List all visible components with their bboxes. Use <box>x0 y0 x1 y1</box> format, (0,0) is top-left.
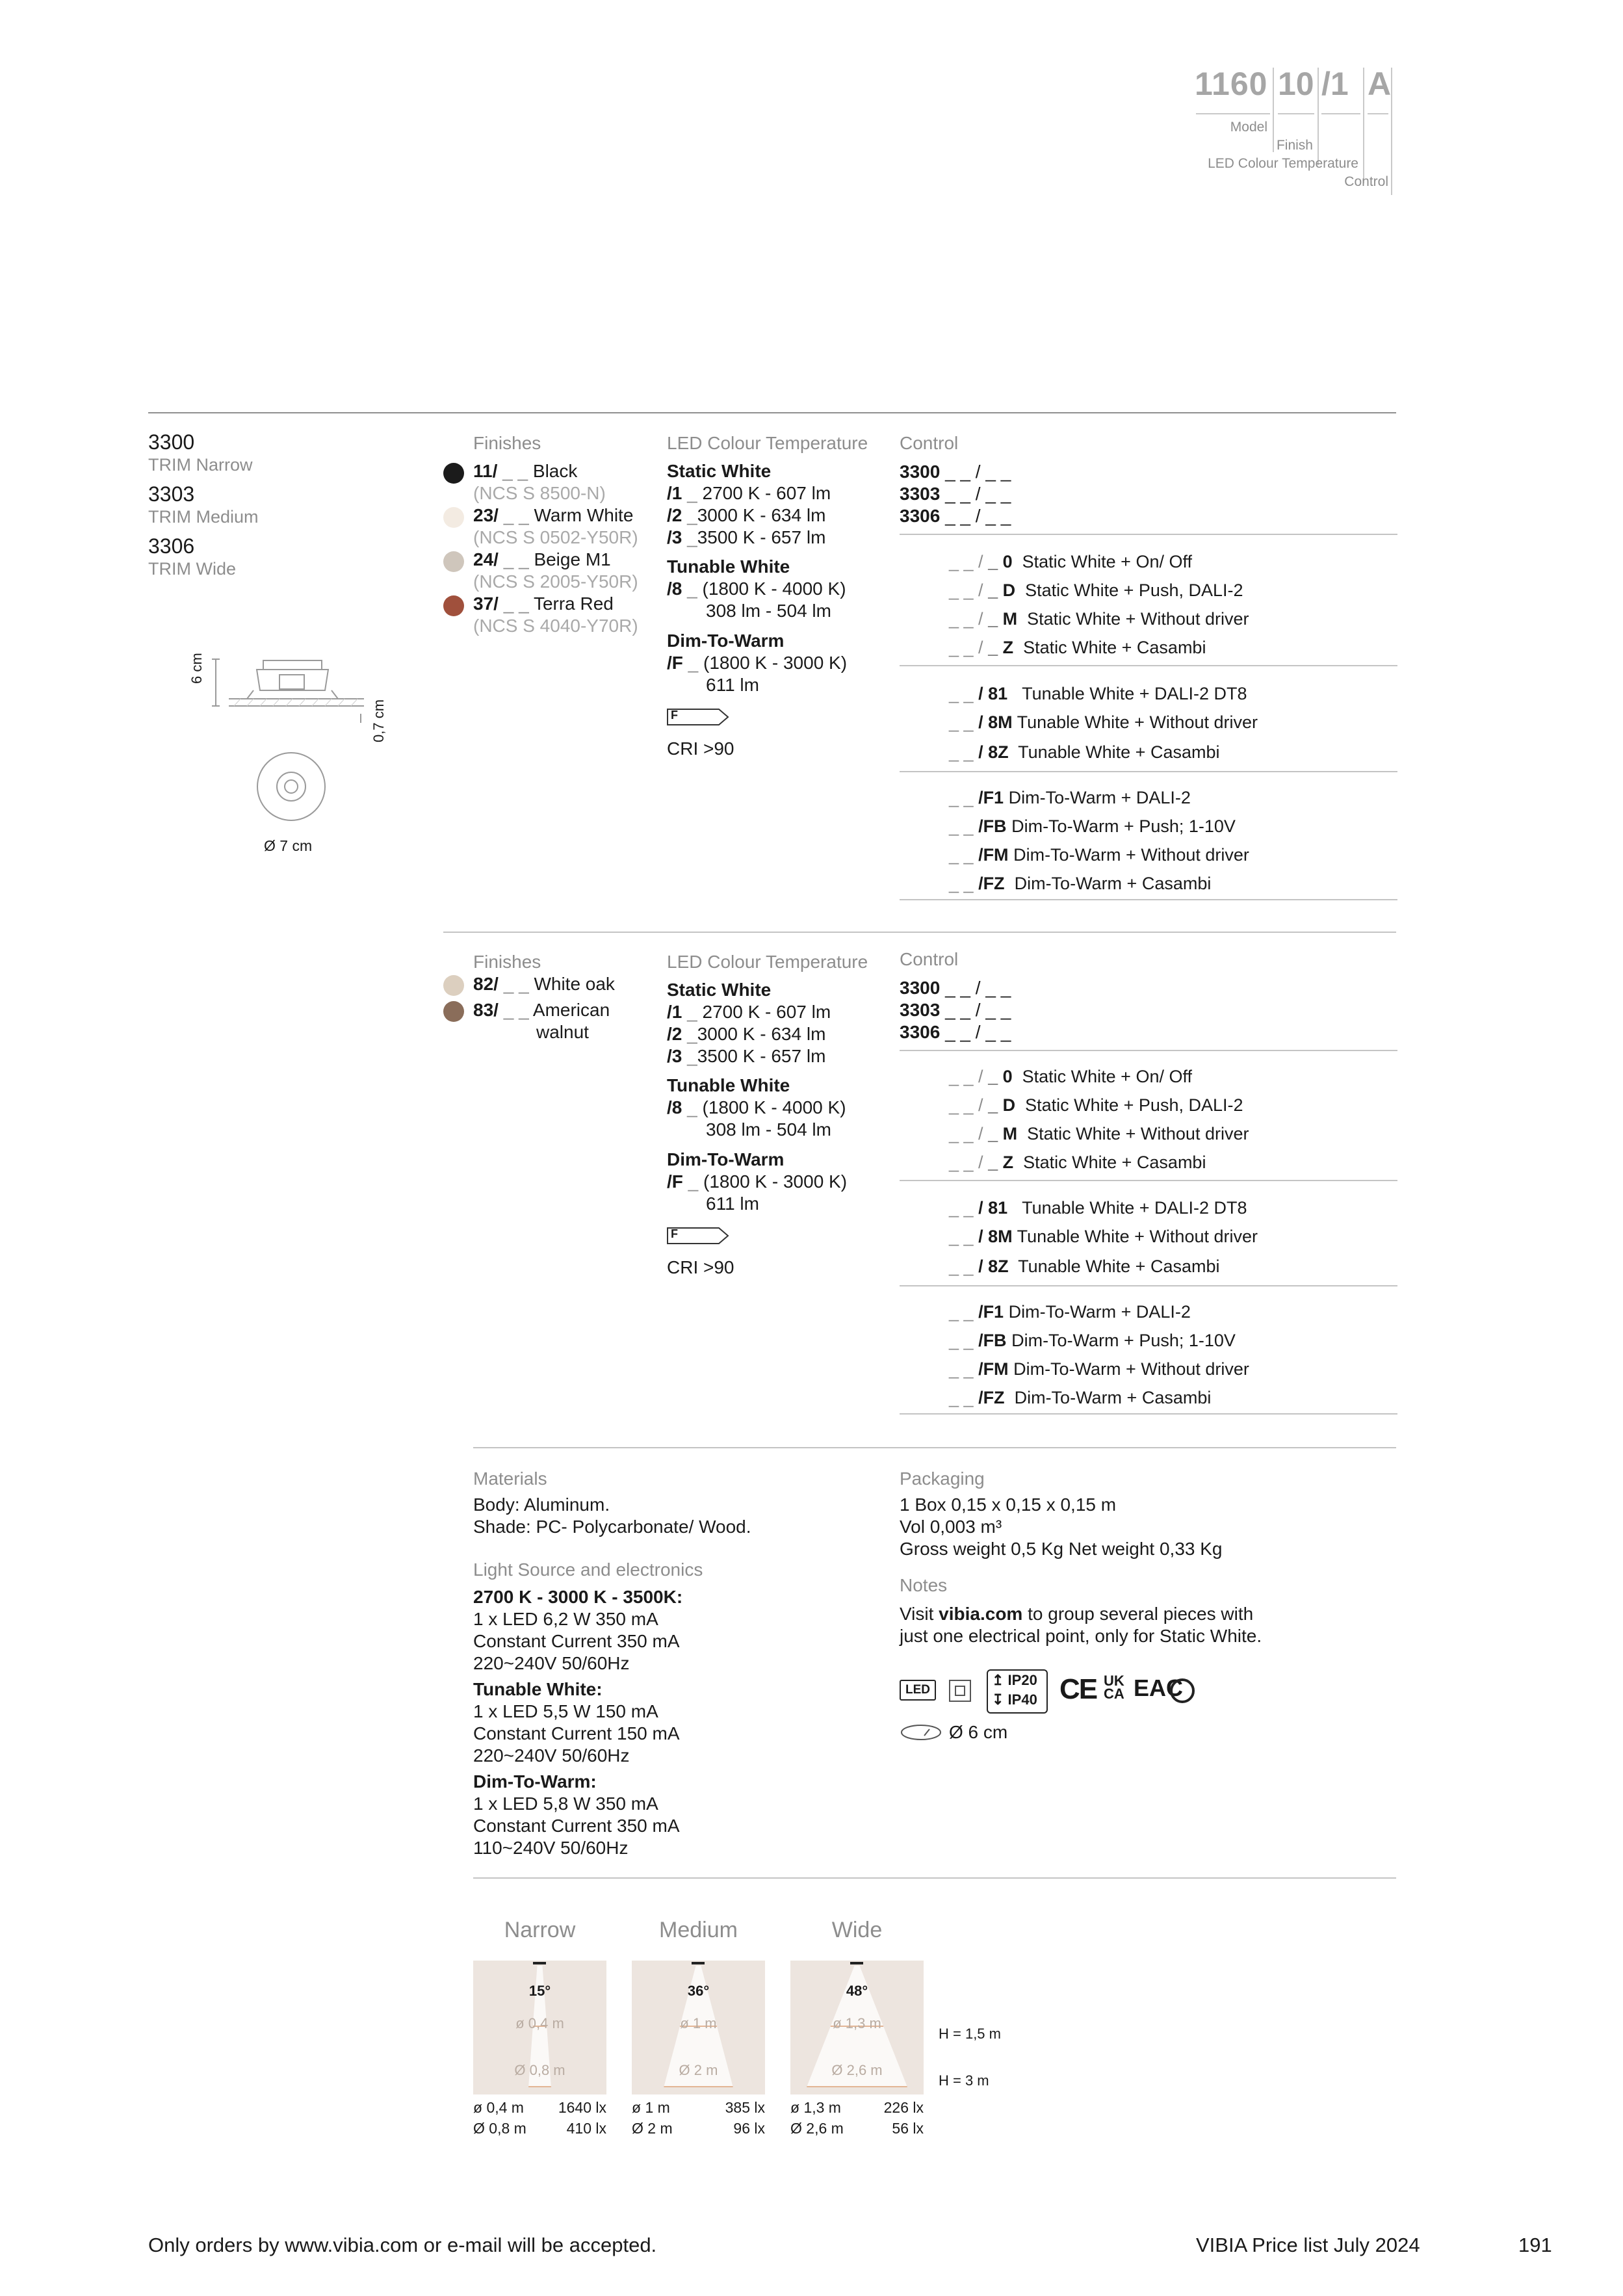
finish-swatch-terra-red <box>443 595 464 616</box>
control-option: _ _ / _ M Static White + Without driver <box>949 1124 1249 1143</box>
notes-title: Notes <box>900 1575 948 1595</box>
led-row: /1 _ 2700 K - 607 lm <box>667 1002 831 1022</box>
product-drawing <box>188 650 403 865</box>
led-title: LED Colour Temperature <box>667 433 868 453</box>
finish-swatch-beige <box>443 551 464 572</box>
light-source-static-title: 2700 K - 3000 K - 3500K: <box>473 1587 683 1607</box>
control-option: _ _ / _ 0 Static White + On/ Off <box>949 552 1192 571</box>
control-model-line: 3300 _ _ / _ _ <box>900 978 1011 998</box>
dimension-height: 6 cm <box>188 653 205 684</box>
model-name: TRIM Wide <box>148 559 236 579</box>
finish-swatch-warm-white <box>443 507 464 528</box>
control-option: _ _ / _ Z Static White + Casambi <box>949 638 1206 657</box>
led-row-detail: 308 lm - 504 lm <box>706 1119 831 1140</box>
light-source-line: Constant Current 150 mA <box>473 1723 680 1743</box>
eac-mark-icon: EAC <box>1134 1675 1184 1701</box>
finish-ncs: (NCS S 8500-N) <box>473 483 606 503</box>
footer-brand: VIBIA Price list July 2024 <box>1196 2234 1420 2256</box>
finish-item: 82/ _ _ White oak <box>473 974 615 994</box>
ce-mark-icon: CE <box>1059 1673 1097 1705</box>
control-model-line: 3303 _ _ / _ _ <box>900 1000 1011 1020</box>
led-static-title: Static White <box>667 980 772 1000</box>
beam-height-1: H = 1,5 m <box>939 2026 1001 2042</box>
model-code: 3306 <box>148 534 195 558</box>
light-source-line: Constant Current 350 mA <box>473 1816 680 1836</box>
specs-divider <box>473 1447 1396 1448</box>
energy-class-letter: F <box>671 1227 678 1240</box>
code-key-finish: 10 <box>1278 66 1314 102</box>
led-tunable-title: Tunable White <box>667 556 790 577</box>
beam-lux-medium: ø 1 m 385 lx Ø 2 m 96 lx <box>632 2099 765 2137</box>
finish-item: 37/ _ _ Terra Red <box>473 594 614 614</box>
beam-medium <box>632 1961 765 2094</box>
led-row: /2 _3000 K - 634 lm <box>667 1024 826 1044</box>
materials-title: Materials <box>473 1468 547 1489</box>
control-option: _ _ /FB Dim-To-Warm + Push; 1-10V <box>949 1331 1236 1350</box>
model-name: TRIM Narrow <box>148 455 253 475</box>
packaging-volume: Vol 0,003 m³ <box>900 1517 1002 1537</box>
beam-diameter-2: Ø 2 m <box>679 2062 718 2078</box>
led-icon: LED <box>900 1680 936 1701</box>
led-row: /8 _ (1800 K - 4000 K) <box>667 579 846 599</box>
control-option: _ _ /FM Dim-To-Warm + Without driver <box>949 1359 1249 1379</box>
light-source-line: 1 x LED 5,8 W 350 mA <box>473 1794 658 1814</box>
control-option: _ _ /FZ Dim-To-Warm + Casambi <box>949 874 1212 893</box>
vibia-link[interactable]: vibia.com <box>939 1604 1023 1624</box>
code-key-label-control: Control <box>1344 174 1388 189</box>
control-option: _ _ / _ D Static White + Push, DALI-2 <box>949 581 1243 600</box>
packaging-title: Packaging <box>900 1468 985 1489</box>
model-code: 3303 <box>148 482 195 506</box>
light-source-line: 1 x LED 5,5 W 150 mA <box>473 1701 658 1721</box>
control-option: _ _ / _ M Static White + Without driver <box>949 609 1249 629</box>
finish-swatch-white-oak <box>443 975 464 996</box>
light-source-line: 110~240V 50/60Hz <box>473 1838 629 1858</box>
class-ii-icon <box>949 1680 971 1702</box>
finish-name-continued: walnut <box>536 1022 589 1042</box>
materials-shade: Shade: PC- Polycarbonate/ Wood. <box>473 1517 751 1537</box>
cutout-icon <box>900 1723 942 1742</box>
compliance-icon <box>1170 1678 1195 1703</box>
beam-narrow <box>473 1961 606 2094</box>
finish-item: 24/ _ _ Beige M1 <box>473 549 611 569</box>
light-source-dtw-title: Dim-To-Warm: <box>473 1771 597 1792</box>
finish-swatch-black <box>443 463 464 484</box>
led-row: /1 _ 2700 K - 607 lm <box>667 483 831 503</box>
control-option: _ _ /FZ Dim-To-Warm + Casambi <box>949 1388 1212 1407</box>
finish-ncs: (NCS S 0502-Y50R) <box>473 527 638 547</box>
control-option: _ _ / 8Z Tunable White + Casambi <box>949 742 1220 762</box>
light-source-line: 1 x LED 6,2 W 350 mA <box>473 1609 658 1629</box>
finishes-title: Finishes <box>473 433 541 453</box>
control-column <box>900 948 1397 1416</box>
cri: CRI >90 <box>667 1257 734 1277</box>
light-source-line: 220~240V 50/60Hz <box>473 1745 630 1766</box>
beam-title-narrow: Narrow <box>504 1918 576 1942</box>
control-option: _ _ / _ 0 Static White + On/ Off <box>949 1067 1192 1086</box>
light-source-tunable-title: Tunable White: <box>473 1679 603 1699</box>
control-option: _ _ / _ Z Static White + Casambi <box>949 1153 1206 1172</box>
led-row-detail: 611 lm <box>706 675 759 695</box>
control-option: _ _ / _ D Static White + Push, DALI-2 <box>949 1095 1243 1115</box>
led-dtw-title: Dim-To-Warm <box>667 631 785 651</box>
led-row-detail: 308 lm - 504 lm <box>706 601 831 621</box>
notes-line: Visit vibia.com to group several pieces with <box>900 1604 1254 1624</box>
finishes-title: Finishes <box>473 952 541 972</box>
finish-ncs: (NCS S 4040-Y70R) <box>473 616 638 636</box>
code-key-led: /1 <box>1321 66 1349 102</box>
finish-item: 83/ _ _ American <box>473 1000 610 1020</box>
light-source-title: Light Source and electronics <box>473 1559 703 1580</box>
packaging-box: 1 Box 0,15 x 0,15 x 0,15 m <box>900 1494 1117 1515</box>
code-key-label-finish: Finish <box>1276 138 1313 153</box>
led-row: /F _ (1800 K - 3000 K) <box>667 653 848 673</box>
finish-ncs: (NCS S 2005-Y50R) <box>473 571 638 592</box>
beam-angle: 36° <box>687 1983 710 1999</box>
control-model-line: 3306 _ _ / _ _ <box>900 506 1011 526</box>
light-source-line: Constant Current 350 mA <box>473 1631 680 1651</box>
control-option: _ _ /FB Dim-To-Warm + Push; 1-10V <box>949 816 1236 836</box>
code-key-control: A <box>1368 66 1392 102</box>
fixture-side-view <box>188 650 403 865</box>
control-option: _ _ /F1 Dim-To-Warm + DALI-2 <box>949 788 1191 807</box>
beam-lux-wide: ø 1,3 m 226 lx Ø 2,6 m 56 lx <box>790 2099 924 2137</box>
beam-wide <box>790 1961 924 2094</box>
led-tunable-title: Tunable White <box>667 1075 790 1095</box>
cutout-diameter: Ø 6 cm <box>949 1722 1008 1742</box>
led-row: /F _ (1800 K - 3000 K) <box>667 1171 848 1192</box>
dimension-diameter: Ø 7 cm <box>264 837 313 854</box>
energy-class-letter: F <box>671 709 678 722</box>
control-option: _ _ / 81 Tunable White + DALI-2 DT8 <box>949 684 1247 703</box>
notes-line-2: just one electrical point, only for Static White. <box>900 1626 1262 1646</box>
control-option: _ _ / 81 Tunable White + DALI-2 DT8 <box>949 1198 1247 1218</box>
beam-diameter-1: ø 0,4 m <box>515 2015 564 2031</box>
ip-rating-icon: ↥ IP20 ↧ IP40 <box>987 1669 1048 1714</box>
led-row: /3 _3500 K - 657 lm <box>667 527 826 547</box>
footer-note: Only orders by www.vibia.com or e-mail will be accepted. <box>148 2234 657 2256</box>
control-model-line: 3306 _ _ / _ _ <box>900 1022 1011 1042</box>
beam-title-wide: Wide <box>831 1918 883 1942</box>
control-option: _ _ /FM Dim-To-Warm + Without driver <box>949 845 1249 865</box>
control-option: _ _ / 8Z Tunable White + Casambi <box>949 1257 1220 1276</box>
beam-diameter-2: Ø 2,6 m <box>831 2062 883 2078</box>
led-row: /2 _3000 K - 634 lm <box>667 505 826 525</box>
control-option: _ _ / 8M Tunable White + Without driver <box>949 712 1258 732</box>
code-key <box>1170 65 1391 195</box>
beam-title-medium: Medium <box>659 1918 738 1942</box>
beam-diagrams <box>473 1918 1058 2145</box>
control-option: _ _ /F1 Dim-To-Warm + DALI-2 <box>949 1302 1191 1322</box>
control-column <box>900 432 1397 900</box>
led-dtw-title: Dim-To-Warm <box>667 1149 785 1169</box>
model-code: 3300 <box>148 430 195 454</box>
code-key-label-led: LED Colour Temperature <box>1208 156 1358 171</box>
beam-diameter-1: ø 1 m <box>680 2015 717 2031</box>
packaging-weight: Gross weight 0,5 Kg Net weight 0,33 Kg <box>900 1539 1223 1559</box>
led-row: /8 _ (1800 K - 4000 K) <box>667 1097 846 1117</box>
led-row-detail: 611 lm <box>706 1194 759 1214</box>
finish-item: 11/ _ _ Black <box>473 461 578 481</box>
section-divider <box>443 932 1396 933</box>
ukca-mark-icon: UK CA <box>1104 1673 1124 1702</box>
page-number: 191 <box>1518 2234 1552 2256</box>
led-static-title: Static White <box>667 461 772 481</box>
beams-divider <box>473 1877 1396 1879</box>
control-model-line: 3300 _ _ / _ _ <box>900 462 1011 482</box>
finish-item: 23/ _ _ Warm White <box>473 505 634 525</box>
led-row: /3 _3500 K - 657 lm <box>667 1046 826 1066</box>
light-source-line: 220~240V 50/60Hz <box>473 1653 630 1673</box>
beam-diameter-2: Ø 0,8 m <box>514 2062 565 2078</box>
model-name: TRIM Medium <box>148 507 259 527</box>
control-option: _ _ / 8M Tunable White + Without driver <box>949 1227 1258 1246</box>
led-title: LED Colour Temperature <box>667 952 868 972</box>
dimension-trim: 0,7 cm <box>370 699 387 742</box>
cri: CRI >90 <box>667 738 734 759</box>
code-key-model: 1160 <box>1195 66 1268 102</box>
materials-body: Body: Aluminum. <box>473 1494 610 1515</box>
beam-diameter-1: ø 1,3 m <box>833 2015 881 2031</box>
control-title: Control <box>900 433 959 453</box>
control-title: Control <box>900 949 959 969</box>
code-key-label-model: Model <box>1230 120 1267 135</box>
control-model-line: 3303 _ _ / _ _ <box>900 484 1011 504</box>
beam-angle: 15° <box>528 1983 551 1999</box>
top-divider <box>148 412 1396 413</box>
finish-swatch-american-walnut <box>443 1001 464 1022</box>
beam-angle: 48° <box>846 1983 868 1999</box>
beam-lux-narrow: ø 0,4 m 1640 lx Ø 0,8 m 410 lx <box>473 2099 606 2137</box>
beam-height-2: H = 3 m <box>939 2072 989 2089</box>
